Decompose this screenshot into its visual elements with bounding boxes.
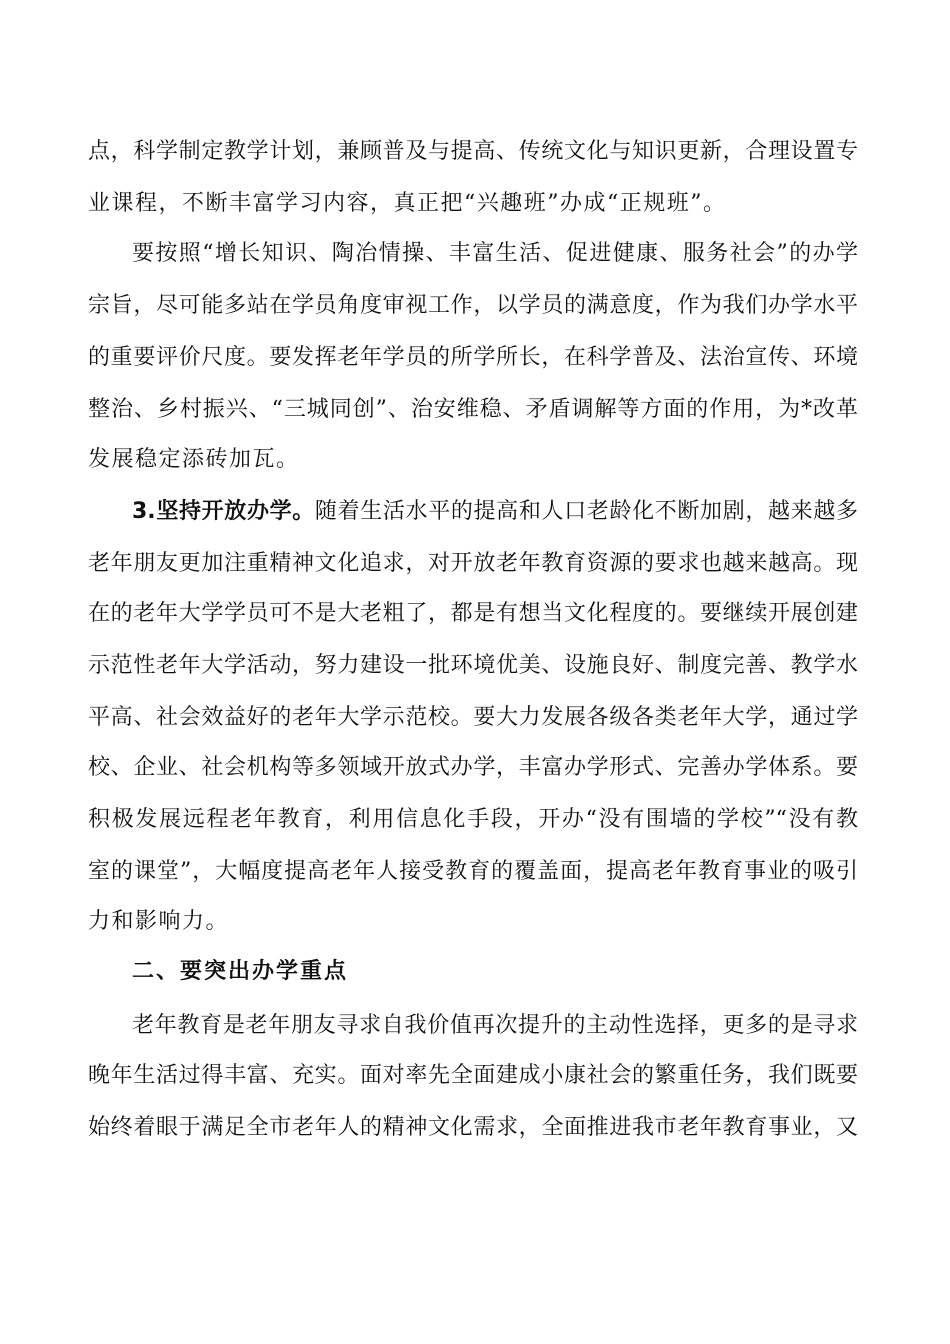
paragraph-1-line-2: 业课程，不断丰富学习内容，真正把“兴趣班”办成“正规班”。 [88,191,727,216]
paragraph-2-line-5: 发展稳定添砖加瓦。 [88,447,300,472]
paragraph-3-line-9: 力和影响力。 [88,909,230,934]
paragraph-4-line-1: 老年教育是老年朋友寻求自我价值再次提升的主动性选择，更多的是寻求 [132,1013,858,1038]
paragraph-3-line-4: 示范性老年大学活动，努力建设一批环境优美、设施良好、制度完善、教学水 [88,653,858,678]
paragraph-3-line-7: 积极发展远程老年教育，利用信息化手段，开办“没有围墙的学校”“没有教 [88,807,858,832]
paragraph-3-line-1 [132,497,858,527]
paragraph-1-line-1: 点，科学制定教学计划，兼顾普及与提高、传统文化与知识更新，合理设置专 [88,139,858,164]
section-heading: 二、要突出办学重点 [132,959,349,984]
paragraph-3-line-8: 室的课堂”，大幅度提高老年人接受教育的覆盖面，提高老年教育事业的吸引 [88,859,858,884]
paragraph-2-line-2: 宗旨，尽可能多站在学员角度审视工作，以学员的满意度，作为我们办学水平 [88,293,858,318]
paragraph-2-line-1: 要按照“增长知识、陶冶情操、丰富生活、促进健康、服务社会”的办学 [132,241,858,266]
paragraph-3-line-5: 平高、社会效益好的老年大学示范校。要大力发展各级各类老年大学，通过学 [88,705,858,730]
paragraph-4-line-2: 晚年生活过得丰富、充实。面对率先全面建成小康社会的繁重任务，我们既要 [88,1063,858,1088]
paragraph-3-line-6: 校、企业、社会机构等多领域开放式办学，丰富办学形式、完善办学体系。要 [88,755,858,780]
paragraph-3-line-3: 在的老年大学学员可不是大老粗了，都是有想当文化程度的。要继续开展创建 [88,601,858,626]
paragraph-4-line-3: 始终着眼于满足全市老年人的精神文化需求，全面推进我市老年教育事业，又 [88,1115,858,1140]
paragraph-3-line-2: 老年朋友更加注重精神文化追求，对开放老年教育资源的要求也越来越高。现 [88,551,858,576]
paragraph-2-line-4: 整治、乡村振兴、“三城同创”、治安维稳、矛盾调解等方面的作用，为*改革 [88,397,858,422]
paragraph-3-line-1-text: 随着生活水平的提高和人口老龄化不断加剧，越来越多 [314,499,858,524]
paragraph-2-line-3: 的重要评价尺度。要发挥老年学员的所学所长，在科学普及、法治宣传、环境 [88,345,858,370]
paragraph-3-lead: 3.坚持开放办学。 [132,499,315,524]
